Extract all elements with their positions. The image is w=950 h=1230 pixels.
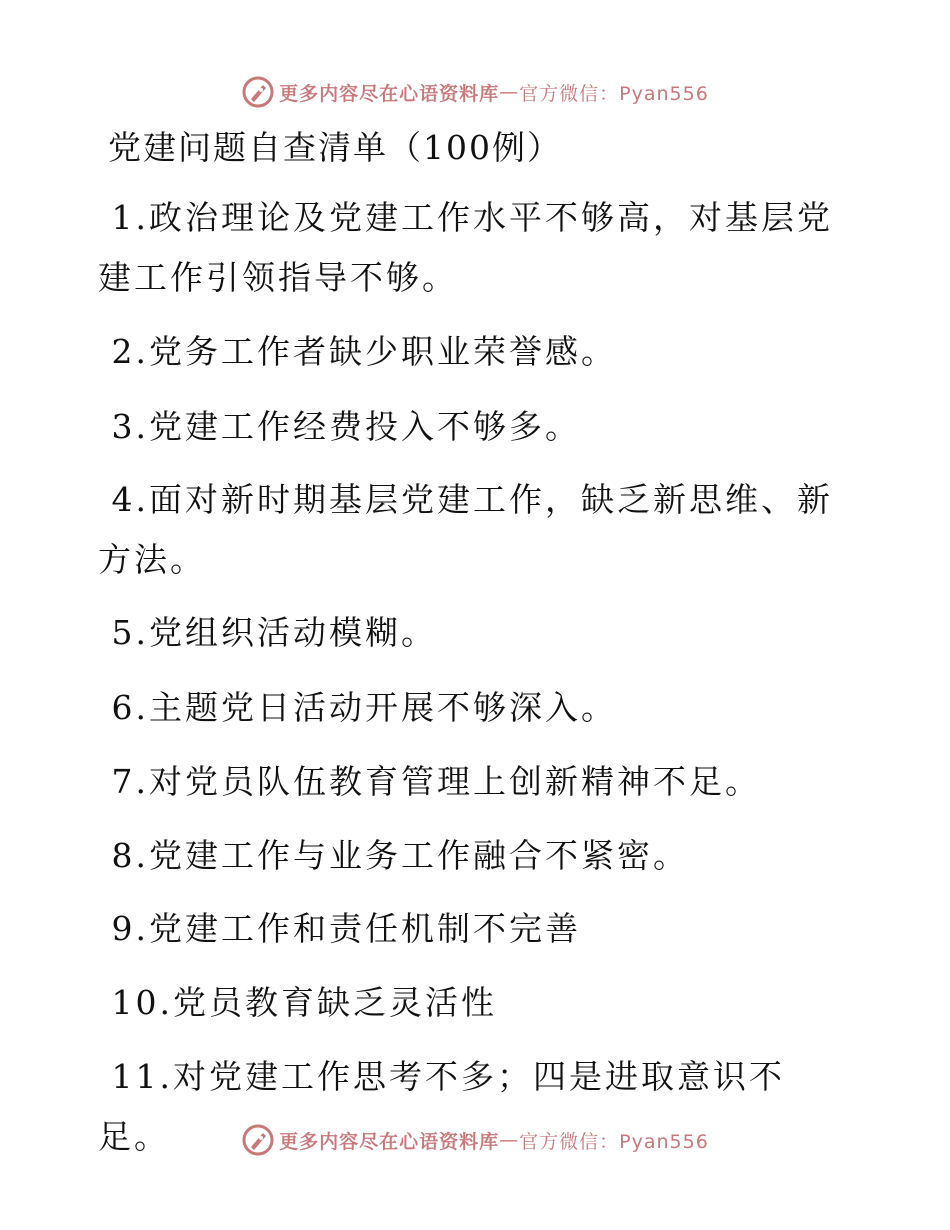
- list-item: 9.党建工作和责任机制不完善: [98, 909, 581, 948]
- list-item: 1.政治理论及党建工作水平不够高，对基层党建工作引领指导不够。: [98, 198, 833, 297]
- list-item: 8.党建工作与业务工作融合不紧密。: [98, 836, 689, 875]
- watermark-dash: —: [499, 81, 520, 103]
- pen-nib-logo-icon: [241, 1123, 275, 1157]
- header-watermark: [0, 72, 950, 112]
- pen-nib-logo-icon: [241, 75, 275, 109]
- list-item: 6.主题党日活动开展不够深入。: [98, 688, 617, 727]
- watermark-main-text: 更多内容尽在心语资料库: [279, 1130, 500, 1153]
- watermark-wechat-text: 官方微信：Pyan556: [519, 1130, 709, 1153]
- watermark-dash: —: [499, 1129, 520, 1151]
- list-item: 2.党务工作者缺少职业荣誉感。: [98, 332, 617, 371]
- footer-watermark: [0, 1120, 950, 1160]
- list-item: 5.党组织活动模糊。: [98, 613, 437, 652]
- list-item: 10.党员教育缺乏灵活性: [98, 983, 497, 1022]
- list-item: 11.对党建工作思考不多；四是进取意识不足。: [98, 1057, 785, 1156]
- watermark-wechat-text: 官方微信：Pyan556: [519, 82, 709, 105]
- list-item: 7.对党员队伍教育管理上创新精神不足。: [98, 762, 761, 801]
- list-item: 4.面对新时期基层党建工作，缺乏新思维、新方法。: [98, 480, 833, 579]
- document-title: 党建问题自查清单（100例）: [108, 128, 562, 167]
- list-item: 3.党建工作经费投入不够多。: [98, 407, 581, 446]
- watermark-main-text: 更多内容尽在心语资料库: [279, 82, 500, 105]
